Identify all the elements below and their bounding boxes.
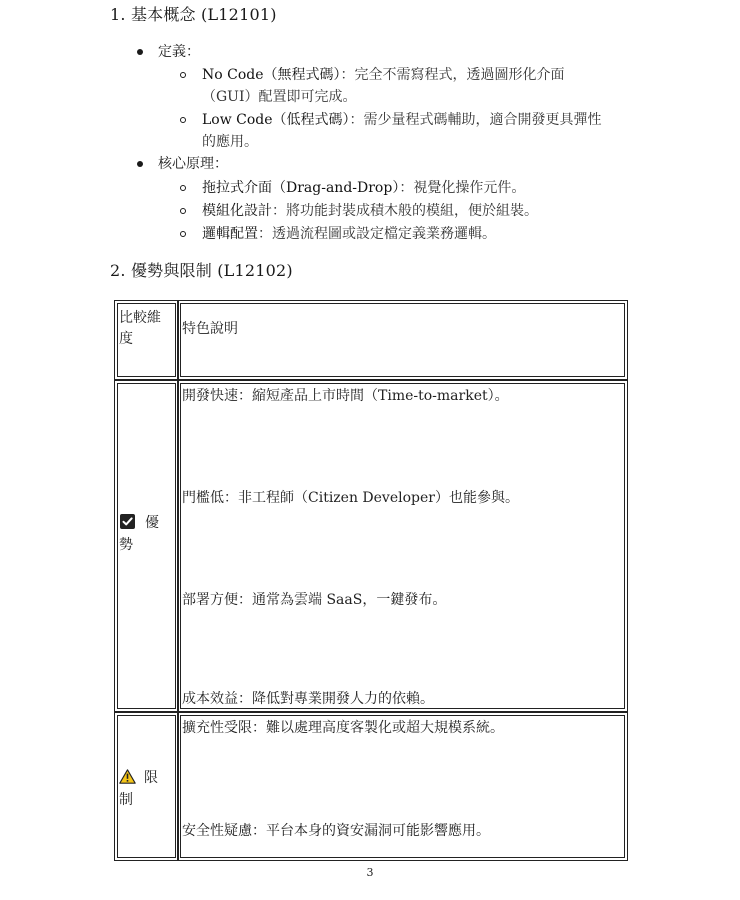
header-dimension-line2: 度 [119,331,133,347]
page-number: 3 [366,866,374,879]
bullet-circle-icon [180,208,186,214]
advantage-desc: ：降低對專業開發人力的依賴。 [238,691,434,707]
bullet-circle-icon [180,117,186,123]
bullet-dot-icon [137,161,143,167]
desc-no-code: ：完全不需寫程式，透過圖形化介面 [340,67,565,83]
limitations-label-text: 限 [144,770,158,786]
limitation-desc: ：難以處理高度客製化或超大規模系統。 [252,720,504,736]
term-modular: 模組化設計 [202,203,272,219]
table-header-cell-dimension [117,303,176,377]
principle-label: 核心原理： [158,156,228,172]
principle-item-drag-drop [202,178,525,198]
table-cell-limitations-label [117,715,176,858]
definition-label: 定義： [158,44,200,60]
warning-icon [119,769,136,790]
header-features: 特色說明 [182,321,238,337]
table-cell-limitations-content [180,715,625,858]
bullet-circle-icon [180,72,186,78]
bullet-circle-icon [180,185,186,191]
term-drag-drop: 拖拉式介面（Drag-and-Drop） [202,180,400,196]
check-box-icon [120,514,135,529]
advantage-desc: ：通常為雲端 SaaS，一鍵發布。 [238,592,447,608]
section-2-heading: 2. 優勢與限制 (L12102) [110,261,293,280]
desc-logic: ：透過流程圖或設定檔定義業務邏輯。 [258,226,496,242]
bullet-dot-icon [137,49,143,55]
advantage-item [182,488,519,508]
desc-low-code-continued: 的應用。 [202,134,258,150]
limitations-label-line2: 制 [119,792,133,808]
table-cell-advantages-label [117,383,176,709]
table-cell-advantages-content [180,383,625,709]
desc-drag-drop: ：視覺化操作元件。 [399,180,526,196]
header-dimension-line1: 比較維 [119,310,161,326]
advantages-label-line2: 勢 [119,537,133,553]
advantage-item [182,590,446,610]
advantage-item [182,386,509,406]
bullet-circle-icon [180,231,186,237]
limitation-term: 擴充性受限 [182,720,252,736]
limitations-label-line1 [119,768,158,790]
advantage-desc: ：縮短產品上市時間（Time-to-market）。 [238,388,509,404]
desc-modular: ：將功能封裝成積木般的模組，便於組裝。 [272,203,538,219]
limitation-desc: ：平台本身的資安漏洞可能影響應用。 [252,823,490,839]
term-logic: 邏輯配置 [202,226,258,242]
limitation-term: 安全性疑慮 [182,823,252,839]
section-1-heading: 1. 基本概念 (L12101) [110,5,277,24]
definition-item-low-code [202,110,602,130]
advantage-term: 部署方便 [182,592,238,608]
advantage-item [182,689,434,709]
principle-item-logic [202,224,496,244]
limitation-item [182,718,504,738]
definition-item-no-code [202,65,565,85]
principle-item-modular [202,201,538,221]
advantages-label-line1 [120,513,159,533]
advantage-term: 門檻低 [182,490,224,506]
table-header-cell-features [180,303,625,377]
term-low-code: Low Code（低程式碼） [202,112,350,128]
advantage-term: 開發快速 [182,388,238,404]
advantage-desc: ：非工程師（Citizen Developer）也能參與。 [224,490,519,506]
desc-no-code-continued: （GUI）配置即可完成。 [202,89,357,105]
advantages-label-text: 優 [145,515,159,531]
advantage-term: 成本效益 [182,691,238,707]
desc-low-code: ：需少量程式碼輔助，適合開發更具彈性 [349,112,602,128]
term-no-code: No Code（無程式碼） [202,67,341,83]
limitation-item [182,821,490,841]
